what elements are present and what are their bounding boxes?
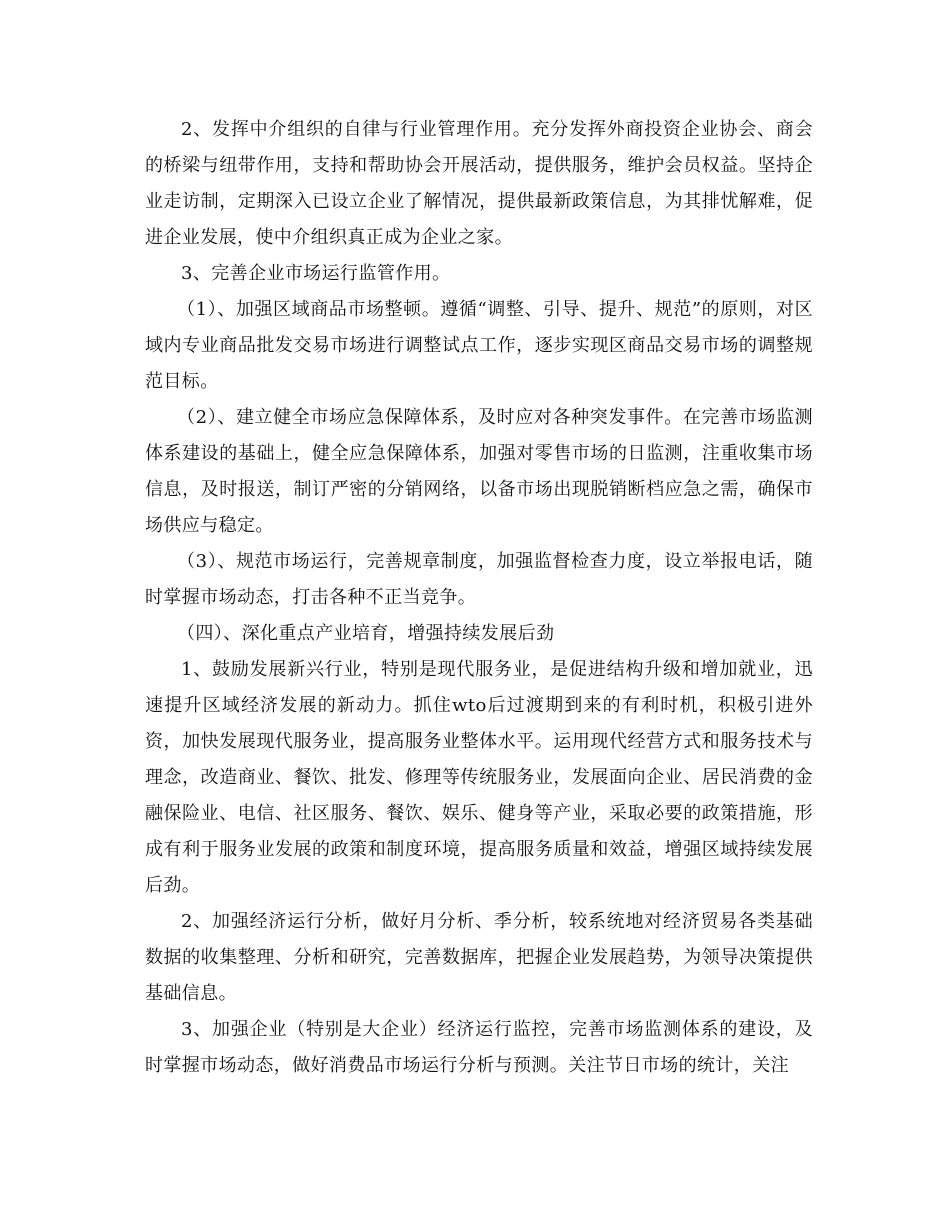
paragraph-regulate-market-operation: （3）、规范市场运行，完善规章制度，加强监督检查力度，设立举报电话，随时掌握市场动态，打击各种不正当竞争。 [145, 551, 813, 608]
paragraph-market-supervision-heading: 3、完善企业市场运行监管作用。 [181, 263, 451, 284]
section-heading-key-industries: （四）、深化重点产业培育，增强持续发展后劲 [177, 623, 555, 644]
paragraph-enterprise-monitoring: 3、加强企业（特别是大企业）经济运行监控，完善市场监测体系的建设，及时掌握市场动态，做好消费品市场运行分析与预测。关注节日市场的统计，关注 [145, 1019, 813, 1076]
paragraph-regional-market-rectification: （1）、加强区域商品市场整顿。遵循“调整、引导、提升、规范”的原则，对区域内专业商品批发交易市场进行调整试点工作，逐步实现区商品交易市场的调整规范目标。 [145, 299, 813, 392]
paragraph-economic-analysis: 2、加强经济运行分析，做好月分析、季分析，较系统地对经济贸易各类基础数据的收集整理、分析和研究，完善数据库，把握企业发展趋势，为领导决策提供基础信息。 [145, 911, 813, 1004]
document-body [145, 112, 813, 1084]
paragraph-emergency-guarantee-system: （2）、建立健全市场应急保障体系，及时应对各种突发事件。在完善市场监测体系建设的基础上，健全应急保障体系，加强对零售市场的日监测，注重收集市场信息，及时报送，制订严密的分销网络，以备市场出现脱销断档应急之需，确保市场供应与稳定。 [145, 407, 813, 536]
paragraph-emerging-industries: 1、鼓励发展新兴行业，特别是现代服务业，是促进结构升级和增加就业，迅速提升区域经济发展的新动力。抓住wto后过渡期到来的有利时机，积极引进外资，加快发展现代服务业，提高服务业整体水平。运用现代经营方式和服务技术与理念，改造商业、餐饮、批发、修理等传统服务业，发展面向企业、居民消费的金融保险业、电信、社区服务、餐饮、娱乐、健身等产业，采取必要的政策措施，形成有利于服务业发展的政策和制度环境，提高服务质量和效益，增强区域持续发展后劲。 [145, 659, 813, 896]
paragraph-intermediary-organizations: 2、发挥中介组织的自律与行业管理作用。充分发挥外商投资企业协会、商会的桥梁与纽带作用，支持和帮助协会开展活动，提供服务，维护会员权益。坚持企业走访制，定期深入已设立企业了解情况，提供最新政策信息，为其排忧解难，促进企业发展，使中介组织真正成为企业之家。 [145, 119, 813, 248]
